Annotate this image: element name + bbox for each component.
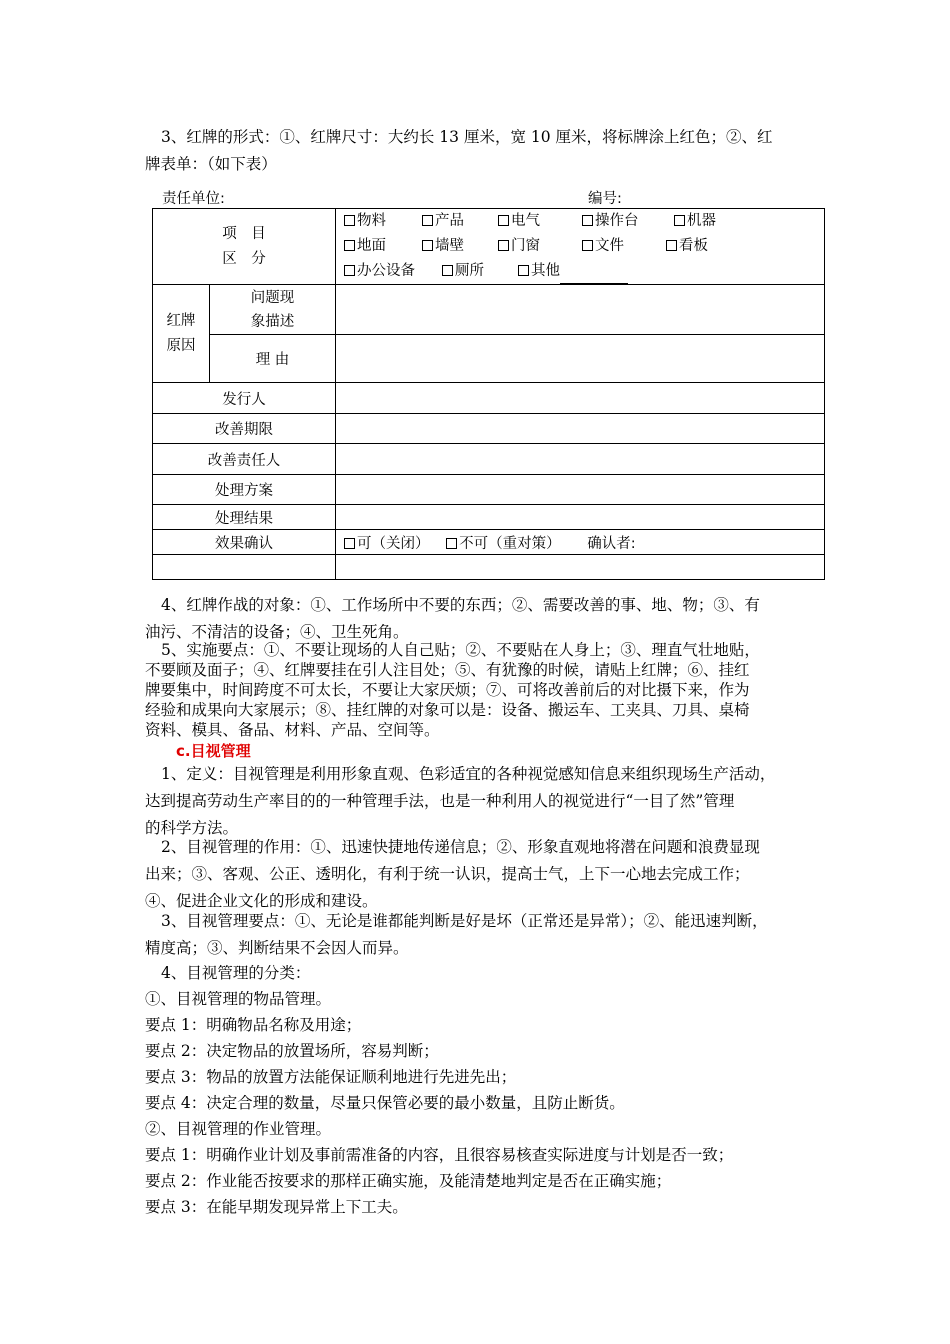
category-label: 项 目 (222, 225, 266, 242)
option-checkbox[interactable]: 电气 (498, 209, 568, 234)
classification-item: 要点 4：决定合理的数量，尽量只保管必要的最小数量，且防止断货。 (145, 1094, 625, 1112)
owner-field[interactable] (336, 444, 825, 475)
classification-title: 4、目视管理的分类： (161, 964, 311, 982)
problem-label-cell (210, 285, 336, 335)
option-checkbox[interactable]: 机器 (674, 209, 716, 234)
text-line: 达到提高劳动生产率目的的一种管理手法，也是一种利用人的视觉进行“一目了然”管理 (145, 792, 735, 810)
problem-label: 象描述 (250, 313, 295, 330)
number-label: 编号: (588, 191, 622, 207)
option-checkbox[interactable]: 厕所 (442, 259, 504, 284)
intro-line: 3、红牌的形式：①、红牌尺寸：大约长 13 厘米，宽 10 厘米，将标牌涂上红色；②、红 (161, 128, 773, 146)
classification-item: ②、目视管理的作业管理。 (145, 1120, 332, 1138)
option-checkbox[interactable]: 墙壁 (422, 234, 484, 259)
text-line: 牌要集中，时间跨度不可太长，不要让大家厌烦；⑦、可将改善前后的对比摄下来，作为 (145, 681, 750, 699)
text-line: 出来；③、客观、公正、透明化，有利于统一认识，提高士气，上下一心地去完成工作； (145, 865, 750, 883)
red-tag-form (152, 208, 825, 580)
text-line: 4、红牌作战的对象：①、工作场所中不要的东西；②、需要改善的事、地、物；③、有 (161, 596, 760, 614)
reason-label: 原因 (166, 337, 196, 354)
result-field[interactable] (336, 505, 825, 530)
intro-line: 牌表单：（如下表） (145, 155, 277, 173)
classification-item: 要点 2：决定物品的放置场所，容易判断； (145, 1042, 439, 1060)
option-checkbox[interactable]: 操作台 (582, 209, 660, 234)
category-label-cell (153, 209, 336, 285)
role-paragraph (145, 834, 810, 915)
confirm-options (336, 530, 825, 555)
deadline-label: 改善期限 (153, 414, 336, 444)
classification-item: 要点 1：明确作业计划及事前需准备的内容，且很容易核查实际进度与计划是否一致； (145, 1146, 734, 1164)
category-options (336, 209, 825, 285)
option-checkbox[interactable]: 办公设备 (344, 259, 428, 284)
option-checkbox[interactable]: 其他 (518, 259, 628, 284)
option-checkbox[interactable]: 地面 (344, 234, 408, 259)
keypoints-paragraph (145, 908, 810, 962)
blank-cell (153, 555, 336, 580)
checkbox-icon (666, 240, 677, 251)
text-line: 不要顾及面子；④、红牌要挂在引人注目处；⑤、有犹豫的时候，请贴上红牌；⑥、挂红 (145, 661, 750, 679)
checkbox-icon (582, 215, 593, 226)
plan-label: 处理方案 (153, 475, 336, 505)
section-heading: c.目视管理 (176, 742, 251, 760)
text-line: 2、目视管理的作用：①、迅速快捷地传递信息；②、形象直观地将潜在问题和浪费显现 (161, 838, 760, 856)
text-line: 油污、不清洁的设备；④、卫生死角。 (145, 623, 409, 641)
checkbox-icon (442, 265, 453, 276)
plan-field[interactable] (336, 475, 825, 505)
text-line: 3、目视管理要点：①、无论是谁都能判断是好是坏（正常还是异常）；②、能迅速判断， (161, 912, 768, 930)
classification-item: 要点 3：在能早期发现异常上下工夫。 (145, 1198, 408, 1216)
text-line: 经验和成果向大家展示；⑧、挂红牌的对象可以是：设备、搬运车、工夹具、刀具、桌椅 (145, 701, 750, 719)
why-label: 理 由 (210, 335, 336, 383)
checkbox-icon (498, 240, 509, 251)
option-checkbox[interactable]: 文件 (582, 234, 652, 259)
confirm-ok-checkbox[interactable]: 可（关闭） (344, 536, 430, 552)
option-checkbox[interactable]: 物料 (344, 209, 408, 234)
paragraph-4 (145, 592, 810, 646)
text-line: 5、实施要点：①、不要让现场的人自己贴；②、不要贴在人身上；③、理直气壮地贴， (161, 641, 760, 659)
confirmer-label: 确认者: (587, 535, 636, 552)
text-line: 1、定义：目视管理是利用形象直观、色彩适宜的各种视觉感知信息来组织现场生产活动， (161, 765, 776, 783)
issuer-label: 发行人 (153, 383, 336, 414)
checkbox-icon (344, 538, 355, 549)
blank-field[interactable] (336, 555, 825, 580)
checkbox-icon (422, 215, 433, 226)
paragraph-5 (145, 640, 810, 740)
text-line: ④、促进企业文化的形成和建设。 (145, 892, 378, 910)
checkbox-icon (518, 265, 529, 276)
owner-label: 改善责任人 (153, 444, 336, 475)
definition-paragraph (145, 761, 810, 842)
classification-item: 要点 3：物品的放置方法能保证顺利地进行先进先出； (145, 1068, 517, 1086)
classification-section (145, 960, 810, 1220)
text-line: 资料、模具、备品、材料、产品、空间等。 (145, 721, 440, 739)
checkbox-icon (344, 265, 355, 276)
checkbox-icon (674, 215, 685, 226)
checkbox-icon (582, 240, 593, 251)
text-line: 精度高；③、判断结果不会因人而异。 (145, 939, 409, 957)
option-checkbox[interactable]: 门窗 (498, 234, 568, 259)
option-row (336, 209, 824, 234)
intro-paragraph (145, 124, 810, 178)
deadline-field[interactable] (336, 414, 825, 444)
other-blank-line[interactable] (560, 269, 628, 284)
checkbox-icon (446, 538, 457, 549)
classification-item: 要点 1：明确物品名称及用途； (145, 1016, 362, 1034)
problem-label: 问题现 (250, 289, 295, 306)
classification-item: 要点 2：作业能否按要求的那样正确实施，及能清楚地判定是否在正确实施； (145, 1172, 672, 1190)
unit-label: 责任单位: (162, 191, 225, 207)
confirm-ng-checkbox[interactable]: 不可（重对策） (446, 536, 561, 552)
reason-label-cell (153, 285, 210, 383)
option-row (336, 234, 824, 259)
checkbox-icon (344, 240, 355, 251)
classification-item: ①、目视管理的物品管理。 (145, 990, 332, 1008)
option-checkbox[interactable]: 产品 (422, 209, 484, 234)
category-label: 区 分 (222, 250, 266, 267)
checkbox-icon (344, 215, 355, 226)
reason-label: 红牌 (166, 312, 196, 329)
why-field[interactable] (336, 335, 825, 383)
problem-field[interactable] (336, 285, 825, 335)
checkbox-icon (498, 215, 509, 226)
text-line: 的科学方法。 (145, 819, 239, 837)
option-checkbox[interactable]: 看板 (666, 234, 708, 259)
checkbox-icon (422, 240, 433, 251)
confirm-label: 效果确认 (153, 530, 336, 555)
issuer-field[interactable] (336, 383, 825, 414)
option-row (336, 259, 824, 284)
result-label: 处理结果 (153, 505, 336, 530)
